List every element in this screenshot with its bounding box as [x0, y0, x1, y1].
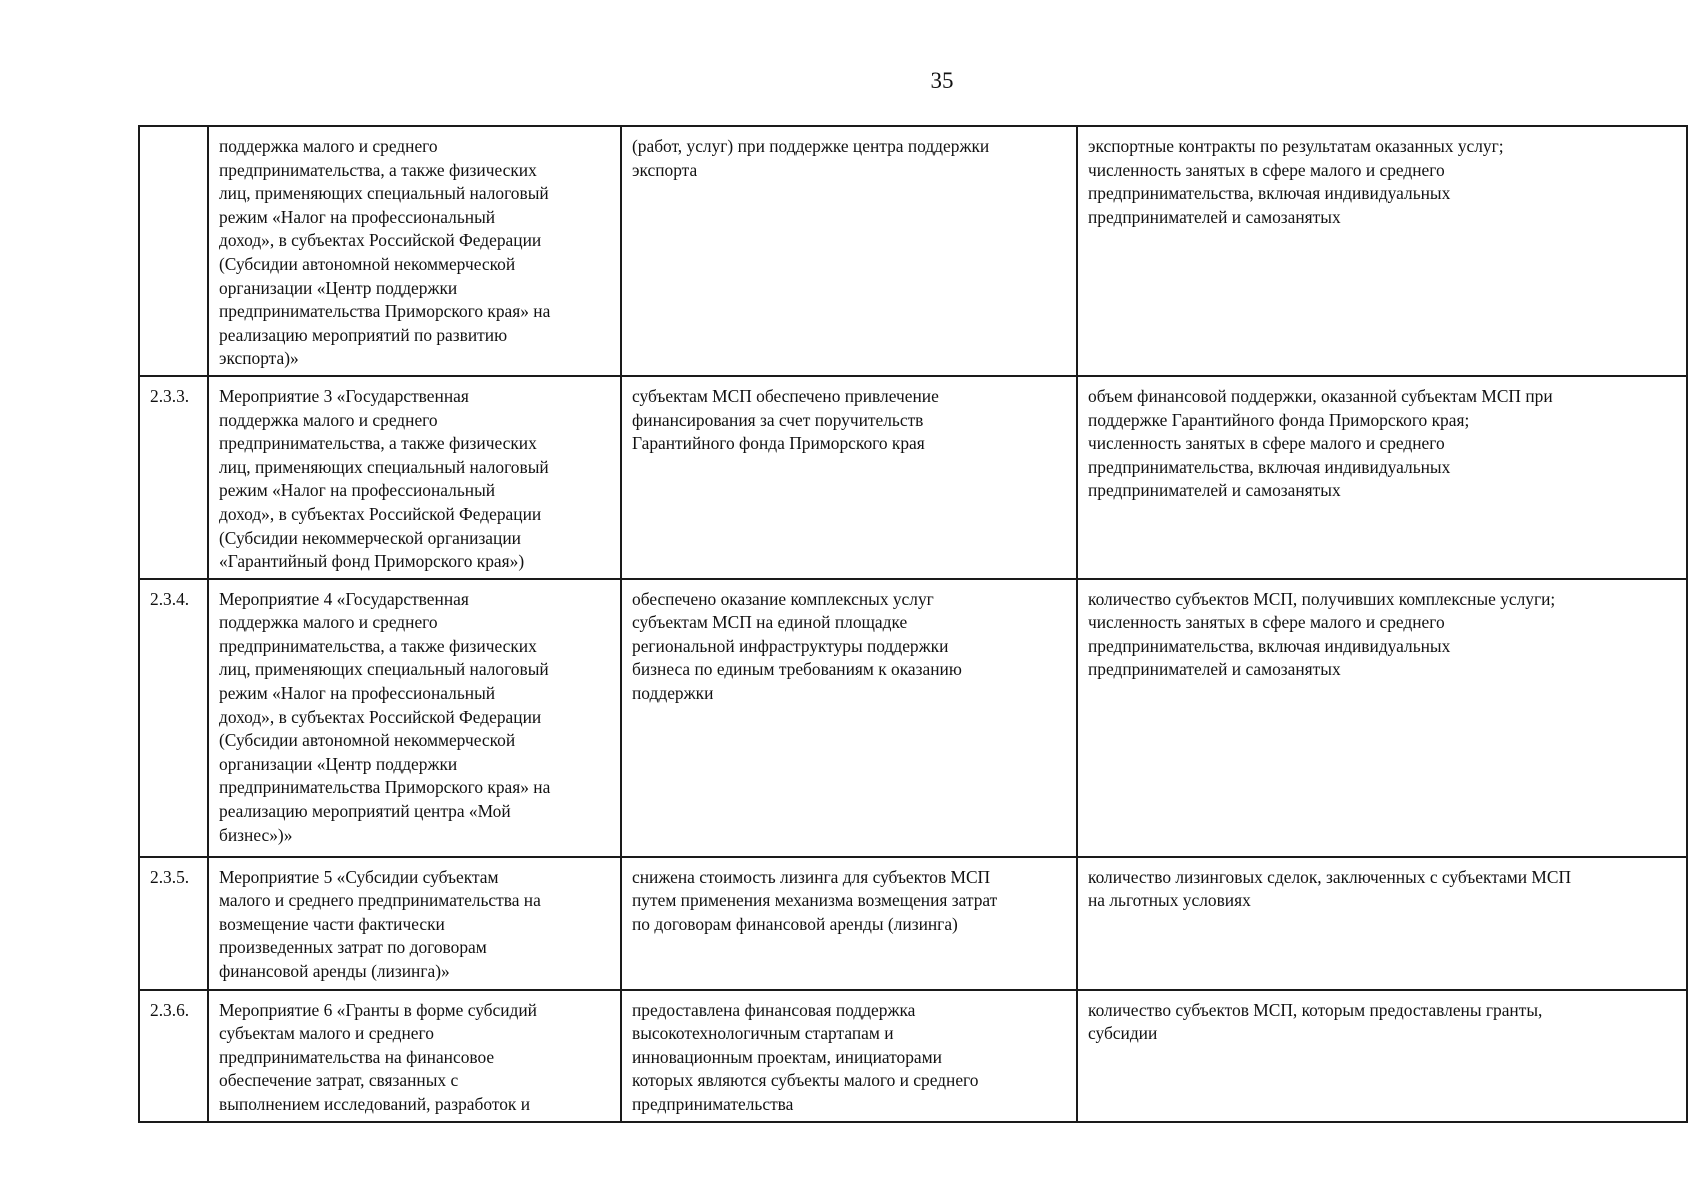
row-number: 2.3.4.: [150, 588, 190, 609]
table-row: [139, 857, 1687, 990]
expected-result: (работ, услуг) при поддержке центра поддержки экспорта: [632, 136, 990, 180]
indicator-cell: [1077, 376, 1687, 579]
expected-result-cell: [621, 857, 1077, 990]
indicator-text: количество субъектов МСП, которым предоставлены гранты, субсидии: [1088, 999, 1543, 1044]
measure-name: Мероприятие 5 «Субсидии субъектам малого и среднего предпринимательства на возмещение части фактически произведенных затрат по договорам финансовой аренды (лизинга)»: [219, 866, 541, 982]
row-number-cell: [139, 376, 208, 579]
expected-result: снижена стоимость лизинга для субъектов МСП путем применения механизма возмещения затрат по договорам финансовой аренды (лизинга): [632, 866, 998, 934]
row-number: 2.3.5.: [150, 866, 190, 887]
indicator-cell: [1077, 579, 1687, 857]
measure-name-cell: [208, 126, 621, 376]
measure-name-cell: [208, 857, 621, 990]
measure-name-cell: [208, 990, 621, 1122]
measures-table: [138, 125, 1688, 1123]
row-number-cell: [139, 579, 208, 857]
row-number-cell: [139, 126, 208, 376]
indicator-cell: [1077, 126, 1687, 376]
indicator-cell: [1077, 857, 1687, 990]
measure-name-cell: [208, 376, 621, 579]
measure-name: Мероприятие 6 «Гранты в форме субсидий субъектам малого и среднего предпринимательства на финансовое обеспечение затрат, связанных с выполнением исследований, разработок и: [219, 999, 537, 1115]
expected-result-cell: [621, 126, 1077, 376]
measure-name: Мероприятие 4 «Государственная поддержка малого и среднего предпринимательства, а также физических лиц, применяющих специальный налоговый режим «Налог на профессиональный доход», в субъектах Российской Федерации (Субсидии автономной некоммерческой организации «Центр поддержки предпринимательства Приморского края» на реализацию мероприятий центра «Мой бизнес»)»: [219, 588, 551, 845]
row-number-cell: [139, 857, 208, 990]
table-row: [139, 376, 1687, 579]
row-number: 2.3.3.: [150, 385, 190, 406]
expected-result-cell: [621, 990, 1077, 1122]
expected-result: предоставлена финансовая поддержка высокотехнологичным стартапам и инновационным проектам, инициаторами которых являются субъекты малого и среднего предпринимательства: [632, 999, 979, 1115]
row-number-cell: [139, 990, 208, 1122]
indicator-cell: [1077, 990, 1687, 1122]
page-number: 35: [930, 68, 954, 93]
table-row: [139, 990, 1687, 1122]
expected-result: обеспечено оказание комплексных услуг субъектам МСП на единой площадке региональной инфраструктуры поддержки бизнеса по единым требованиям к оказанию поддержки: [632, 588, 962, 704]
measure-name-cell: [208, 579, 621, 857]
indicator-text: экспортные контракты по результатам оказанных услуг; численность занятых в сфере малого и среднего предпринимательства, включая индивидуальных предпринимателей и самозанятых: [1088, 136, 1504, 227]
indicator-text: количество лизинговых сделок, заключенных с субъектами МСП на льготных условиях: [1088, 866, 1572, 911]
indicator-text: количество субъектов МСП, получивших комплексные услуги; численность занятых в сфере малого и среднего предпринимательства, включая индивидуальных предпринимателей и самозанятых: [1088, 588, 1556, 680]
measure-name: Мероприятие 3 «Государственная поддержка малого и среднего предпринимательства, а также физических лиц, применяющих специальный налоговый режим «Налог на профессиональный доход», в субъектах Российской Федерации (Субсидии некоммерческой организации «Гарантийный фонд Приморского края»): [219, 385, 549, 572]
expected-result: субъектам МСП обеспечено привлечение финансирования за счет поручительств Гарантийного фонда Приморского края: [632, 385, 939, 454]
expected-result-cell: [621, 579, 1077, 857]
measure-name: поддержка малого и среднего предпринимательства, а также физических лиц, применяющих специальный налоговый режим «Налог на профессиональный доход», в субъектах Российской Федерации (Субсидии автономной некоммерческой организации «Центр поддержки предпринимательства Приморского края» на реализацию мероприятий по развитию экспорта)»: [219, 136, 551, 369]
table-row: [139, 126, 1687, 376]
table-row: [139, 579, 1687, 857]
row-number: 2.3.6.: [150, 999, 190, 1020]
expected-result-cell: [621, 376, 1077, 579]
indicator-text: объем финансовой поддержки, оказанной субъектам МСП при поддержке Гарантийного фонда Приморского края; численность занятых в сфере малого и среднего предпринимательства, включая индивидуальных предпринимателей и самозанятых: [1088, 385, 1553, 501]
